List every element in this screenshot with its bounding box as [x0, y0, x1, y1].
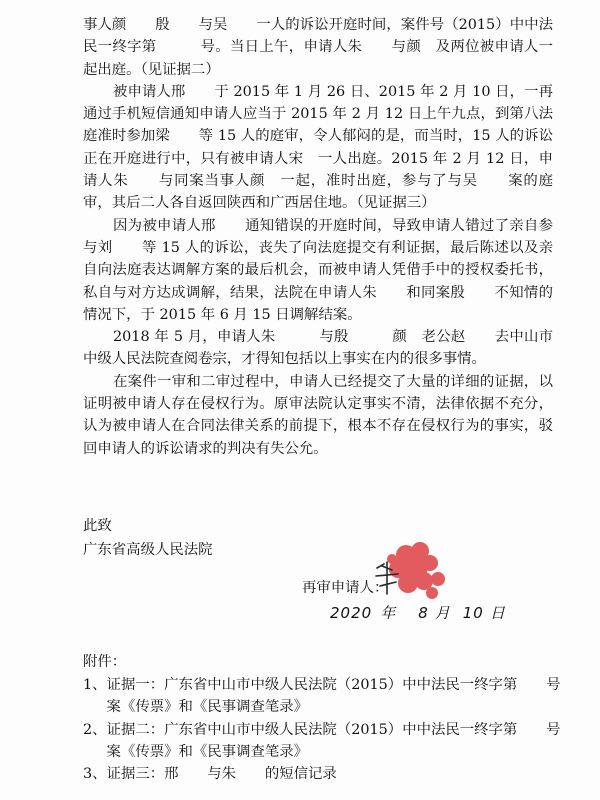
attachment-number: 2、	[83, 721, 107, 738]
salutation: 此致	[83, 518, 112, 534]
handwritten-signature	[372, 560, 402, 596]
attachment-number: 1、	[83, 677, 107, 693]
paragraph: 因为被申请人邢 通知错误的开庭时间，导致申请人错过了亲自参与刘 等 15 人的诉讼，丧失了向法庭提交有利证据，最后陈述以及亲自向法庭表达调解方案的最后机会，而被申请人凭借手中的授权委托书，私自与对方达成调解，结果，法院在申请人朱 和同案殷 不知情的情况下，于 2015 年 6 月 15 日调解结案。	[83, 217, 553, 323]
body-text	[83, 14, 553, 460]
attachment-text: 证据二：广东省中山市中级人民法院（2015）中中法民一终字第 号案《传票》和《民事调查笔录》	[106, 721, 561, 760]
attachment-text: 证据三：邢 与朱 的短信记录	[106, 766, 337, 783]
date-month-unit: 月	[434, 604, 451, 622]
attachment-item	[83, 719, 563, 764]
attachment-item	[83, 674, 563, 719]
paragraph: 在案件一审和二审过程中，申请人已经提交了大量的详细的证据，以证明被申请人存在侵权行为。原审法院认定事实不清，法律依据不充分，认为被申请人在合同法律关系的前提下，根本不存在侵权行为的事实，驳回申请人的诉讼请求的判决有失公允。	[83, 373, 553, 457]
signature-label: 再审申请人：	[302, 580, 389, 596]
paragraph: 事人颜 殷 与吴 一人的诉讼开庭时间，案件号（2015）中中法民一终字第 号。当日上午，申请人朱 与颜 及两位被申请人一起出庭。（见证据二）	[83, 17, 553, 78]
date-month: 8	[418, 604, 429, 622]
date-day: 10	[462, 604, 484, 622]
attachments-title: 附件：	[83, 654, 127, 670]
attachments-list	[83, 674, 563, 785]
recipient-court: 广东省高级人民法院	[83, 542, 213, 558]
paragraph: 2018 年 5 月，申请人朱 与殷 颜 老公赵 去中山市中级人民法院查阅卷宗，才得知包括以上事实在内的很多事情。	[83, 329, 553, 368]
attachment-number: 3、	[83, 766, 107, 783]
paragraph: 被申请人邢 于 2015 年 1 月 26 日、2015 年 2 月 10 日，一再通过手机短信通知申请人应当于 2015 年 2 月 12 日上午九点，到第八法庭准时参加梁 等 15 人的庭审，令人郁闷的是，而当时，15 人的诉讼正在开庭进行中，只有被申请人宋 一人出庭。2015 年 2 月 12 日，申请人朱 与同案当事人颜 一起，准时出庭，参与了与吴 案的庭审，其后二人各自返回陕西和广西居住地。（见证据三）	[83, 83, 553, 212]
date-year: 2020	[330, 604, 373, 622]
date-day-unit: 日	[489, 604, 506, 622]
attachment-item	[83, 763, 563, 785]
date-year-unit: 年	[380, 604, 397, 622]
attachment-text: 证据一：广东省中山市中级人民法院（2015）中中法民一终字第 号案《传票》和《民事调查笔录》	[106, 677, 561, 716]
signature-date	[330, 602, 506, 623]
